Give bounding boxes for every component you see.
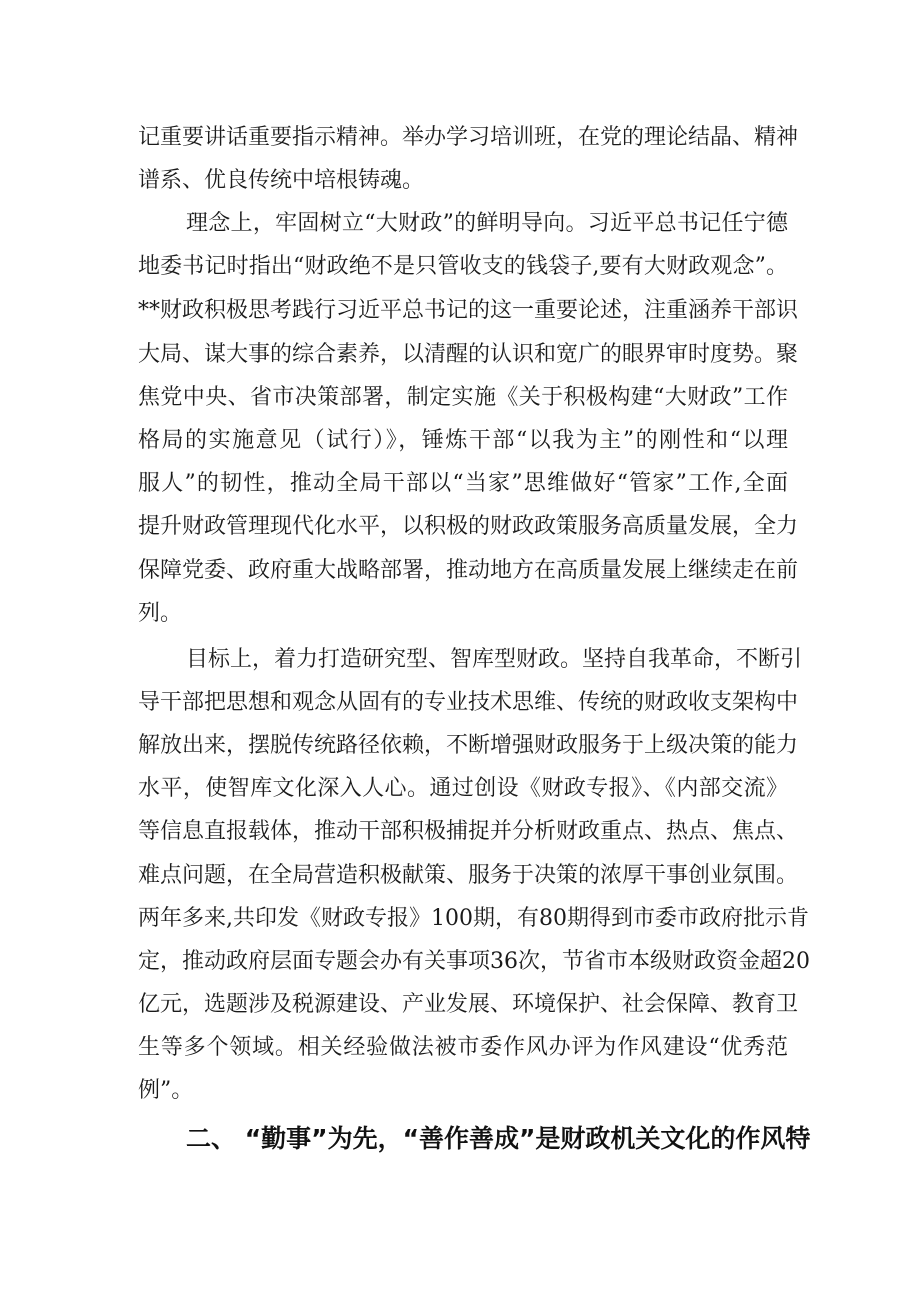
paragraph-2-line-4: 大局、谋大事的综合素养，以清醒的认识和宽广的眼界审时度势。聚 xyxy=(138,342,799,367)
paragraph-2-line-8: 提升财政管理现代化水平，以积极的财政政策服务高质量发展，全力 xyxy=(138,514,799,539)
paragraph-3-line-10: 生等多个领域。相关经验做法被市委作风办评为作风建设“优秀范 xyxy=(138,1035,788,1060)
paragraph-3-line-4: 水平，使智库文化深入人心。通过创设《财政专报》、《内部交流》 xyxy=(138,776,788,801)
paragraph-2-line-1: 理念上，牢固树立“大财政”的鲜明导向。习近平总书记任宁德 xyxy=(186,211,788,236)
paragraph-1-line-1: 记重要讲话重要指示精神。举办学习培训班，在党的理论结晶、精神 xyxy=(138,125,799,150)
paragraph-2-line-7: 服人”的韧性，推动全局干部以“当家”思维做好“管家”工作,全面 xyxy=(138,471,788,496)
paragraph-2-line-2: 地委书记时指出“财政绝不是只管收支的钱袋子,要有大财政观念”。 xyxy=(138,254,788,279)
paragraph-3-line-1: 目标上，着力打造研究型、智库型财政。坚持自我革命，不断引 xyxy=(186,647,803,672)
paragraph-3-line-8: 定，推动政府层面专题会办有关事项36次，节省市本级财政资金超20 xyxy=(138,949,810,974)
paragraph-2-line-3: **财政积极思考践行习近平总书记的这一重要论述，注重涵养干部识 xyxy=(138,298,799,323)
paragraph-3-line-9: 亿元，选题涉及税源建设、产业发展、环境保护、社会保障、教育卫 xyxy=(138,992,799,1017)
paragraph-3-line-2: 导干部把思想和观念从固有的专业技术思维、传统的财政收支架构中 xyxy=(138,690,799,715)
section-heading: 二、 “勤事”为先，“善作善成”是财政机关文化的作风特 xyxy=(186,1124,811,1153)
paragraph-3-line-11: 例”。 xyxy=(138,1078,194,1103)
paragraph-2-line-10: 列。 xyxy=(138,601,183,626)
paragraph-1-line-2: 谱系、优良传统中培根铸魂。 xyxy=(138,168,425,193)
paragraph-3-line-5: 等信息直报载体，推动干部积极捕捉并分析财政重点、热点、焦点、 xyxy=(138,819,799,844)
paragraph-3-line-7: 两年多来,共印发《财政专报》100期，有80期得到市委市政府批示肯 xyxy=(138,906,809,931)
paragraph-2-line-6: 格局的实施意见（试行）》，锤炼干部“以我为主”的刚性和“以理 xyxy=(138,428,788,453)
paragraph-3-line-3: 解放出来，摆脱传统路径依赖，不断增强财政服务于上级决策的能力 xyxy=(138,733,799,758)
paragraph-3-line-6: 难点问题，在全局营造积极献策、服务于决策的浓厚干事创业氛围。 xyxy=(138,863,799,888)
paragraph-2-line-5: 焦党中央、省市决策部署，制定实施《关于积极构建“大财政”工作 xyxy=(138,385,788,410)
paragraph-2-line-9: 保障党委、政府重大战略部署，推动地方在高质量发展上继续走在前 xyxy=(138,558,799,583)
